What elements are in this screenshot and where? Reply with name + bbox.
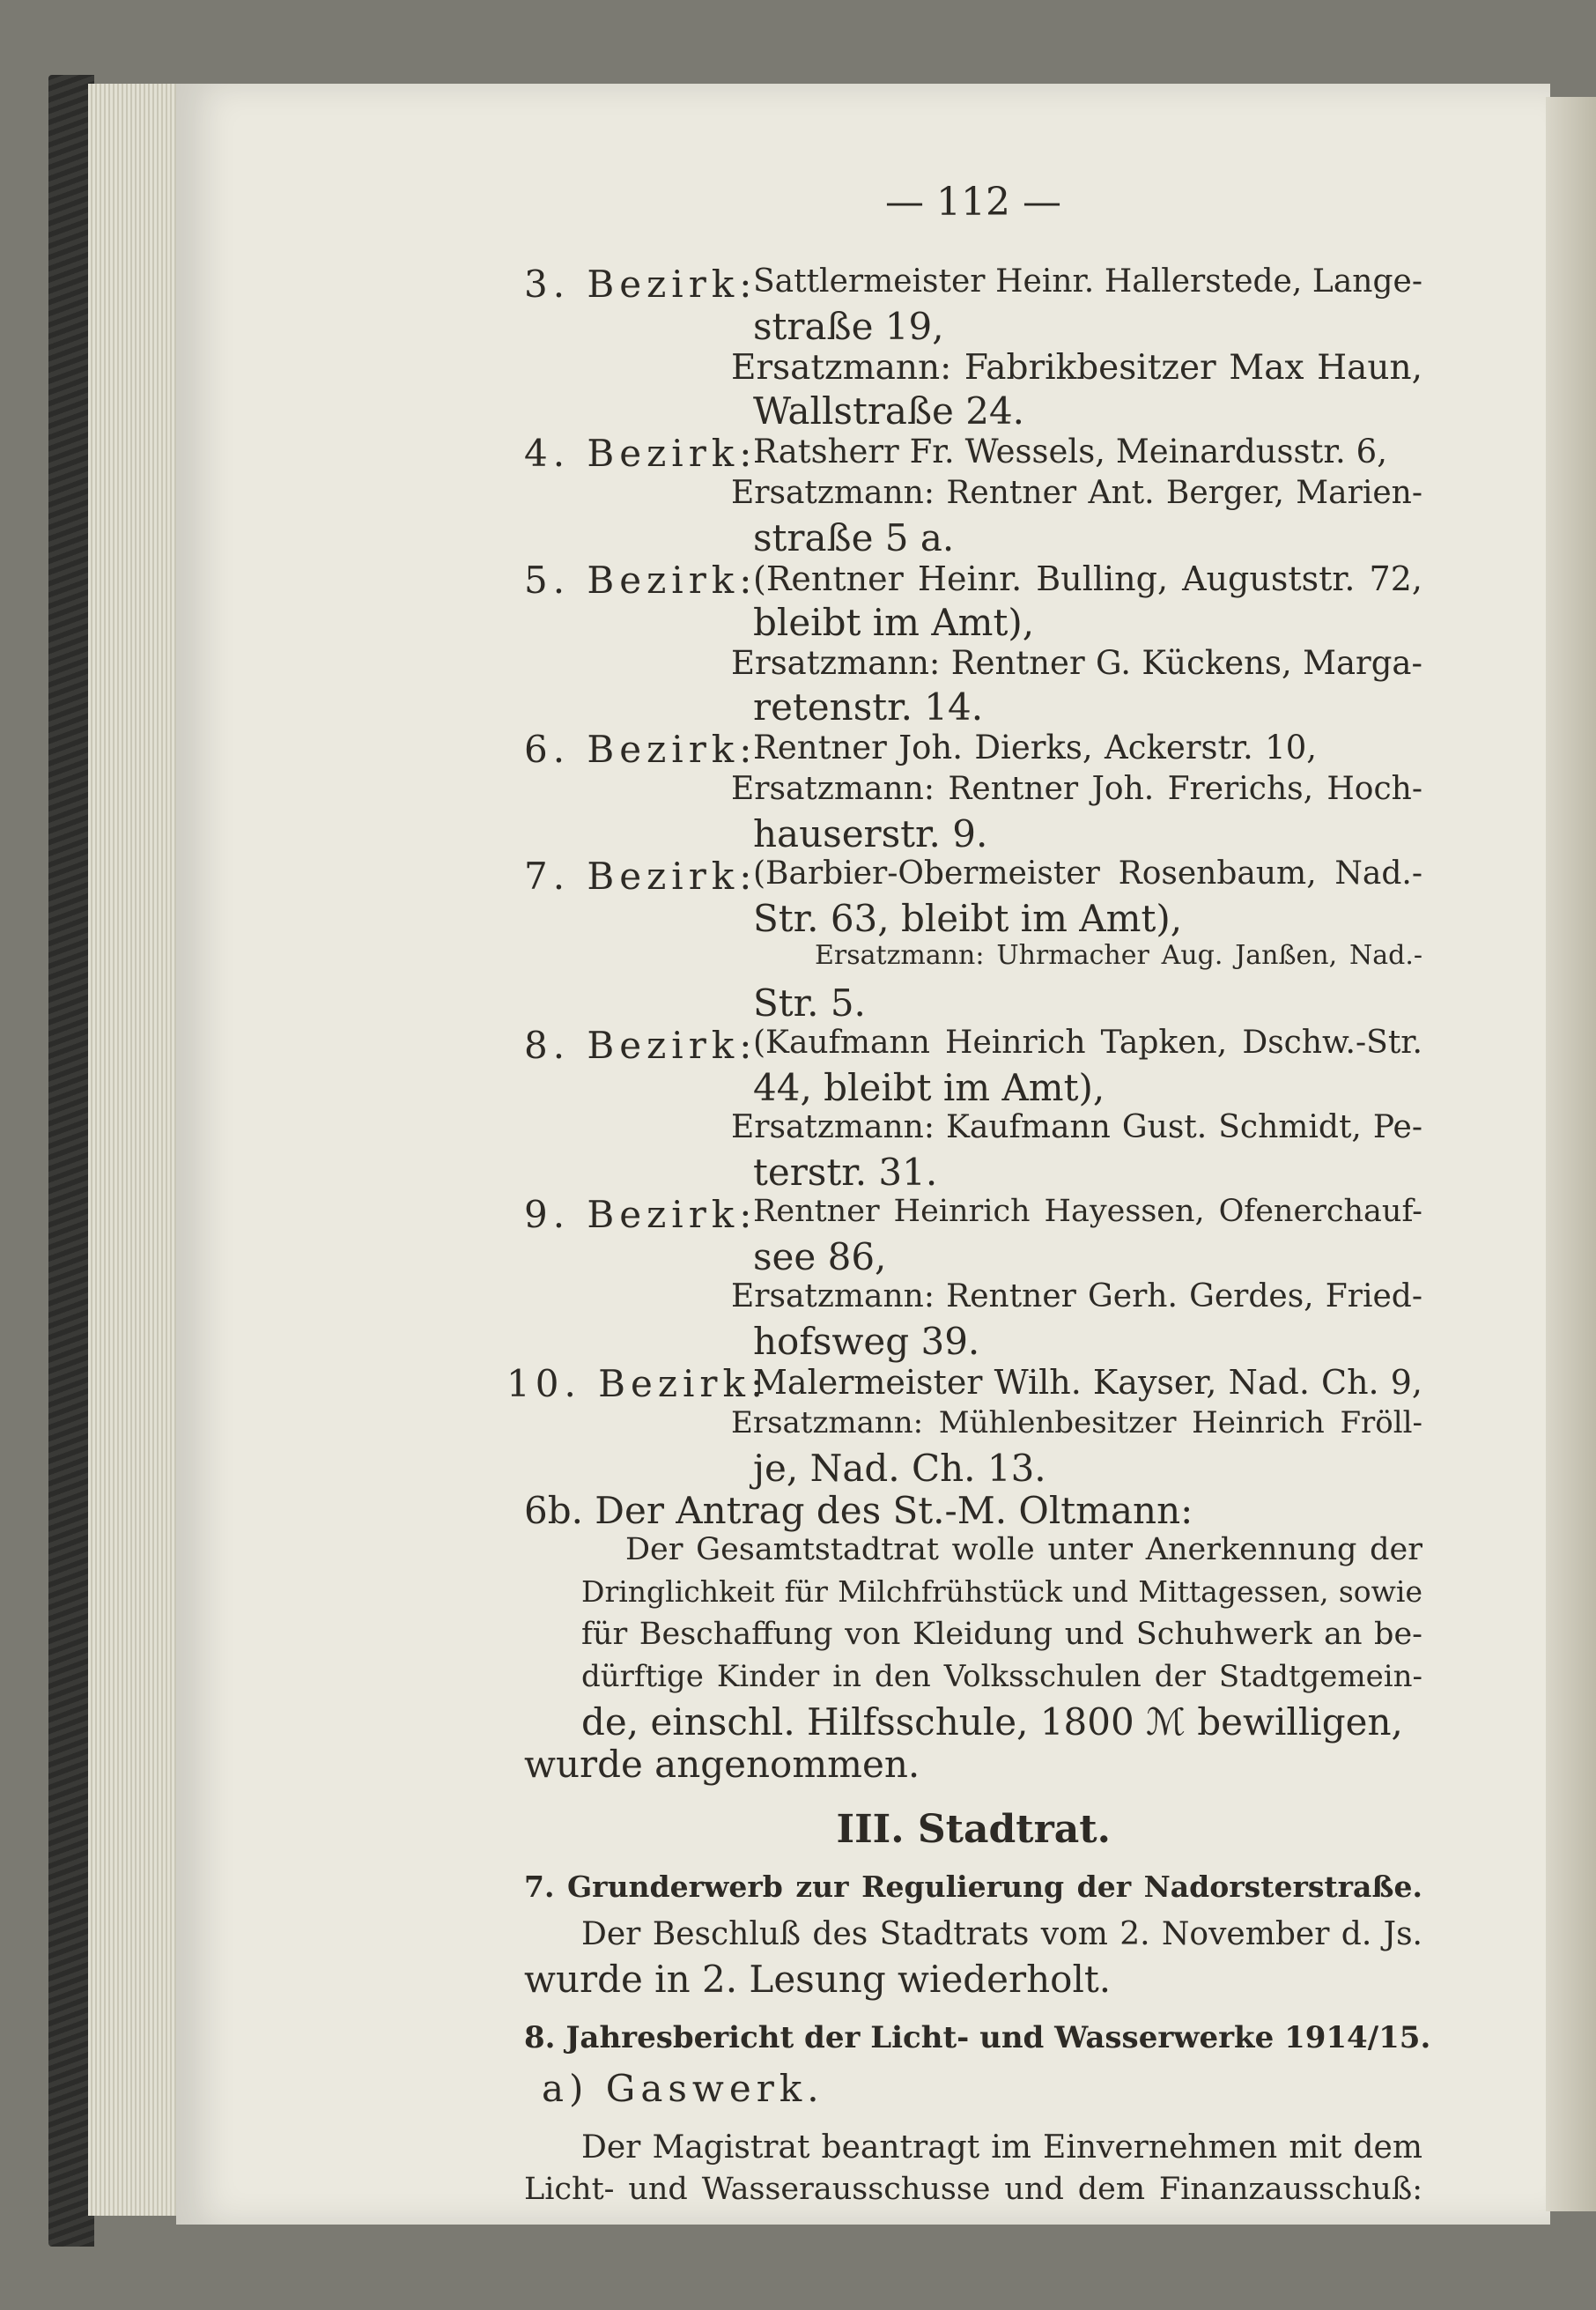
- text-line: straße 19,: [753, 305, 944, 348]
- text-line: Der Gesamtstadtrat wolle unter Anerkennung der: [625, 1532, 1422, 1567]
- text-line: je, Nad. Ch. 13.: [753, 1447, 1046, 1490]
- page-number: — 112 —: [885, 180, 1061, 225]
- text-line: de, einschl. Hilfsschule, 1800 ℳ bewilligen,: [581, 1700, 1403, 1744]
- text-line: hofsweg 39.: [753, 1320, 980, 1363]
- item-heading: 7. Grunderwerb zur Regulierung der Nadorsterstraße.: [524, 1869, 1422, 1904]
- text-line: Malermeister Wilh. Kayser, Nad. Ch. 9,: [753, 1363, 1422, 1402]
- text-line: Rentner Joh. Dierks, Ackerstr. 10,: [753, 729, 1317, 766]
- text-line: Str. 5.: [753, 981, 866, 1025]
- text-line: Ersatzmann: Rentner Joh. Frerichs, Hoch-: [731, 771, 1422, 807]
- text-line: Licht- und Wasserausschusse und dem Finanzausschuß:: [524, 2172, 1422, 2207]
- section-heading: III. Stadtrat.: [836, 1807, 1111, 1852]
- district-label: 9. Bezirk:: [524, 1193, 757, 1236]
- text-line: dürftige Kinder in den Volksschulen der Stadtgemein-: [581, 1659, 1422, 1694]
- text-line: Str. 63, bleibt im Amt),: [753, 897, 1183, 940]
- district-label: 8. Bezirk:: [524, 1024, 757, 1067]
- text-line: Der Beschluß des Stadtrats vom 2. November d. Js.: [581, 1916, 1422, 1952]
- text-line: hauserstr. 9.: [753, 812, 988, 855]
- district-label: 7. Bezirk:: [524, 855, 757, 898]
- text-line: 6b. Der Antrag des St.-M. Oltmann:: [524, 1489, 1193, 1532]
- text-line: Der Magistrat beantragt im Einvernehmen mit dem: [581, 2129, 1422, 2166]
- facing-page-edge: [1546, 97, 1596, 2211]
- text-line: für Beschaffung von Kleidung und Schuhwerk an be-: [581, 1617, 1422, 1652]
- text-line: Ersatzmann: Mühlenbesitzer Heinrich Fröll-: [731, 1405, 1422, 1440]
- text-line: retenstr. 14.: [753, 685, 984, 729]
- text-line: wurde in 2. Lesung wiederholt.: [524, 1958, 1112, 2001]
- text-line: Wallstraße 24.: [753, 389, 1025, 433]
- text-line: terstr. 31.: [753, 1151, 938, 1194]
- district-label: 10. Bezirk:: [506, 1362, 769, 1405]
- text-line: straße 5 a.: [753, 516, 955, 559]
- text-line: (Rentner Heinr. Bulling, Auguststr. 72,: [753, 559, 1422, 598]
- text-line: Rentner Heinrich Hayessen, Ofenerchauf-: [753, 1194, 1422, 1229]
- text-line: Ersatzmann: Rentner Gerh. Gerdes, Fried-: [731, 1278, 1422, 1314]
- district-label: 6. Bezirk:: [524, 728, 757, 771]
- text-line: Ersatzmann: Rentner Ant. Berger, Marien-: [731, 475, 1422, 511]
- district-label: 5. Bezirk:: [524, 559, 757, 602]
- text-line: 44, bleibt im Amt),: [753, 1066, 1105, 1109]
- text-line: see 86,: [753, 1235, 887, 1278]
- text-line: (Kaufmann Heinrich Tapken, Dschw.-Str.: [753, 1025, 1422, 1061]
- page-edges: [88, 84, 185, 2216]
- text-line: Ersatzmann: Kaufmann Gust. Schmidt, Pe-: [731, 1109, 1422, 1145]
- district-label: 3. Bezirk:: [524, 263, 757, 306]
- text-line: Ratsherr Fr. Wessels, Meinardusstr. 6,: [753, 433, 1387, 470]
- text-line: Ersatzmann: Fabrikbesitzer Max Haun,: [731, 348, 1422, 388]
- subsection-label: a) Gaswerk.: [542, 2067, 824, 2110]
- text-line: wurde angenommen.: [524, 1743, 920, 1786]
- district-label: 4. Bezirk:: [524, 432, 757, 475]
- text-line: bleibt im Amt),: [753, 601, 1035, 644]
- item-heading: 8. Jahresbericht der Licht- und Wasserwerke 1914/15.: [524, 2020, 1431, 2055]
- text-line: Ersatzmann: Uhrmacher Aug. Janßen, Nad.-: [815, 940, 1422, 971]
- text-line: (Barbier-Obermeister Rosenbaum, Nad.-: [753, 855, 1422, 892]
- text-line: Ersatzmann: Rentner G. Kückens, Marga-: [731, 644, 1422, 682]
- text-line: Sattlermeister Heinr. Hallerstede, Lange-: [753, 263, 1422, 300]
- text-line: Dringlichkeit für Milchfrühstück und Mittagessen, sowie: [581, 1574, 1422, 1609]
